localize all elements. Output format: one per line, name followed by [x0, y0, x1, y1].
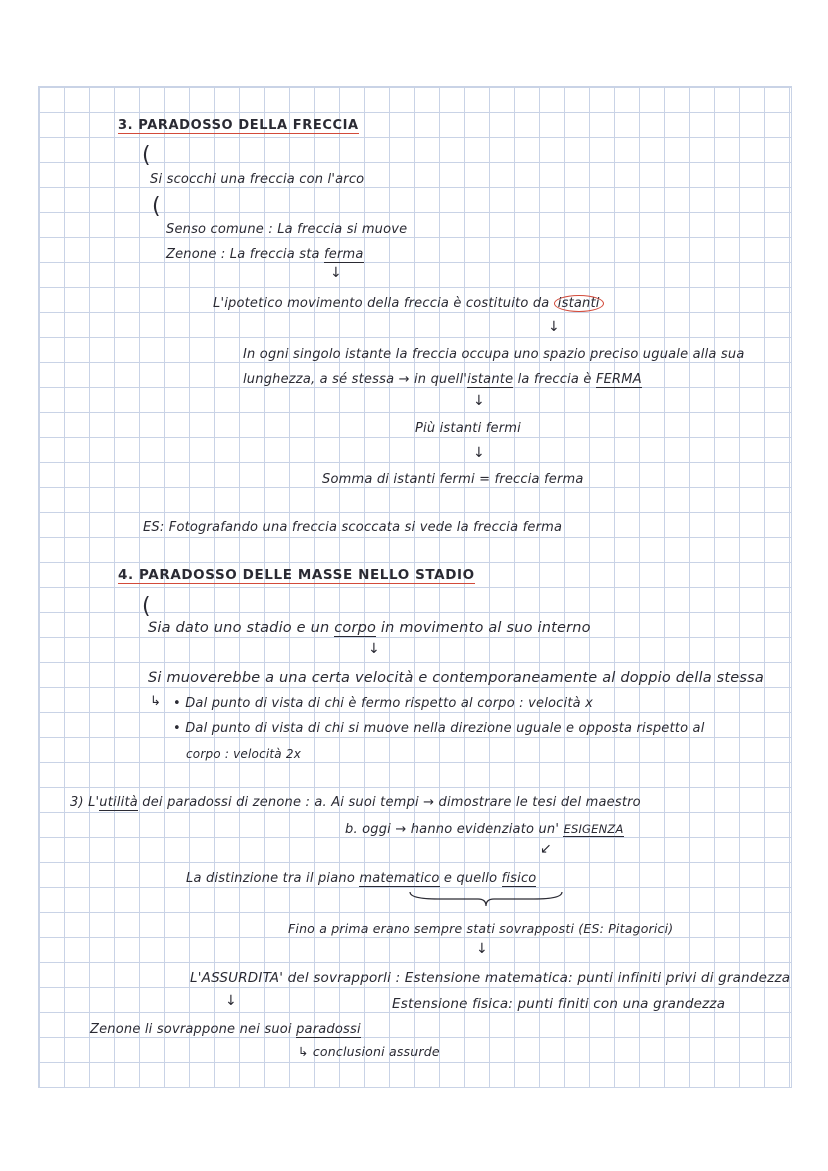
heading-text: 3. PARADOSSO DELLA FRECCIA [118, 118, 359, 133]
piu-istanti-line: Più istanti fermi [415, 421, 521, 436]
text-part: b. oggi → hanno evidenziato un' [345, 822, 564, 837]
assurdita-line: L'ASSURDITA' del sovrapporli : Estensione matematica: punti infiniti privi di grandezza [190, 970, 791, 986]
istante-word: istante [467, 372, 514, 387]
hook-arrow: ↳ [150, 694, 162, 709]
bullet-2: • Dal punto di vista di chi si muove nella direzione uguale e opposta rispetto al [173, 721, 705, 736]
heading-text: 4. PARADOSSO DELLE MASSE NELLO STADIO [118, 567, 475, 583]
ferma-word: ferma [324, 247, 364, 262]
zenone-text: Zenone : La freccia sta [166, 247, 320, 262]
oggi-line [345, 821, 624, 838]
paradossi-word: paradossi [296, 1022, 361, 1037]
curly-brace [408, 890, 564, 908]
sia-dato-line [148, 620, 591, 636]
down-arrow: ↓ [225, 993, 237, 1009]
senso-comune-line: Senso comune : La freccia si muove [166, 222, 408, 237]
text-part: dei paradossi di zenone : a. Ai suoi tempi → dimostrare le tesi del maestro [137, 795, 641, 810]
zenone-sovrappone-line [90, 1022, 361, 1038]
down-arrow: ↓ [476, 941, 488, 957]
fisico-word: fisico [501, 871, 537, 886]
utilita-line [70, 795, 641, 811]
bullet-1: • Dal punto di vista di chi è fermo rispetto al corpo : velocità x [173, 696, 594, 711]
down-arrow: ↓ [473, 393, 485, 409]
ogni-line-2 [243, 372, 642, 388]
down-arrow: ↓ [548, 319, 560, 335]
utilita-word: utilità [99, 795, 138, 810]
text-part: La distinzione tra il piano [186, 871, 360, 886]
text-part: e quello [439, 871, 502, 886]
istanti-circled: istanti [554, 295, 604, 312]
down-arrow: ↓ [330, 265, 342, 281]
conclusioni-line: ↳ conclusioni assurde [298, 1044, 440, 1059]
distinzione-line [186, 871, 536, 887]
ipotetico-line [213, 296, 604, 312]
text-part: 3) L' [70, 795, 100, 810]
bracket: ( [152, 194, 161, 219]
section-3-heading [118, 118, 359, 134]
zenone-line [166, 247, 364, 263]
text-part: Zenone li sovrappone nei suoi [90, 1022, 297, 1037]
intro-line: Si scocchi una freccia con l'arco [150, 172, 365, 187]
muoverebbe-line: Si muoverebbe a una certa velocità e contemporaneamente al doppio della stessa [148, 670, 764, 686]
bracket: ( [142, 143, 151, 168]
text-part: in movimento al suo interno [376, 620, 591, 636]
sw-arrow: ↙ [540, 841, 552, 857]
estensione-fisica-line: Estensione fisica: punti finiti con una grandezza [392, 996, 726, 1012]
ferma-caps: FERMA [595, 372, 642, 387]
down-arrow: ↓ [473, 445, 485, 461]
corpo-word: corpo [334, 620, 377, 636]
text-part: la freccia è [513, 372, 596, 387]
ipotetico-text: L'ipotetico movimento della freccia è costituito da [213, 296, 550, 311]
es-line: ES: Fotografando una freccia scoccata si vede la freccia ferma [143, 520, 563, 535]
bracket: ( [142, 594, 151, 619]
section-4-heading [118, 567, 475, 583]
fino-line: Fino a prima erano sempre stati sovrapposti (ES: Pitagorici) [288, 921, 674, 936]
ogni-line-1: In ogni singolo istante la freccia occupa uno spazio preciso uguale alla sua [243, 347, 745, 362]
matematico-word: matematico [359, 871, 440, 886]
text-part: lunghezza, a sé stessa → in quell' [243, 372, 468, 387]
bullet-2-cont: corpo : velocità 2x [186, 747, 302, 761]
grid-paper [38, 86, 792, 1088]
down-arrow: ↓ [368, 641, 380, 657]
text-part: Sia dato uno stadio e un [148, 620, 335, 636]
somma-line: Somma di istanti fermi = freccia ferma [322, 472, 584, 487]
esigenza-word: ESIGENZA [563, 822, 624, 836]
